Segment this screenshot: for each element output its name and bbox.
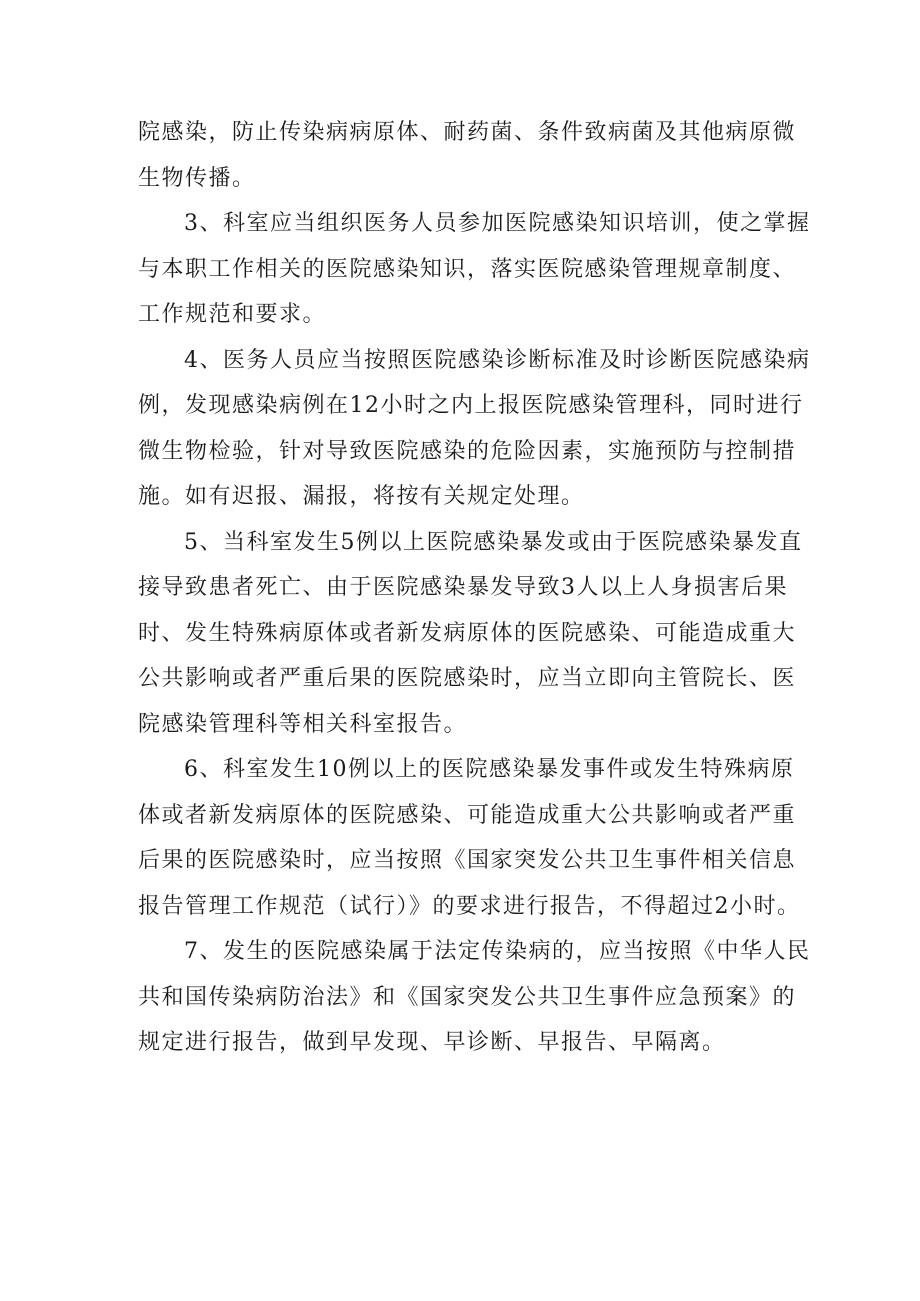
text-line: 接导致患者死亡、由于医院感染暴发导致3人以上人身损害后果 bbox=[138, 575, 788, 600]
text-line: 共和国传染病防治法》和《国家突发公共卫生事件应急预案》的 bbox=[138, 984, 797, 1010]
text-line: 3、科室应当组织医务人员参加医院感染知识培训，使之掌握 bbox=[184, 211, 811, 236]
text-line: 报告管理工作规范（试行）》的要求进行报告，不得超过2小时。 bbox=[138, 893, 801, 919]
text-line: 后果的医院感染时，应当按照《国家突发公共卫生事件相关信息 bbox=[138, 848, 797, 873]
paragraph-item-3 bbox=[138, 201, 811, 338]
text-line: 规定进行报告，做到早发现、早诊断、早报告、早隔离。 bbox=[138, 1030, 726, 1055]
paragraph-item-4 bbox=[138, 338, 811, 520]
text-line: 公共影响或者严重后果的医院感染时，应当立即向主管院长、医 bbox=[138, 666, 797, 691]
text-line: 时、发生特殊病原体或者新发病原体的医院感染、可能造成重大 bbox=[138, 620, 797, 646]
text-line: 6、科室发生10例以上的医院感染暴发事件或发生特殊病原 bbox=[184, 757, 795, 782]
text-line: 微生物检验，针对导致医院感染的危险因素，实施预防与控制措 bbox=[138, 438, 797, 464]
text-line: 5、当科室发生5例以上医院感染暴发或由于医院感染暴发直 bbox=[184, 529, 803, 555]
paragraph-item-6 bbox=[138, 747, 801, 929]
text-line: 院感染管理科等相关科室报告。 bbox=[138, 711, 468, 737]
text-line: 生物传播。 bbox=[138, 165, 256, 191]
paragraph-item-7 bbox=[138, 929, 811, 1066]
text-line: 施。如有迟报、漏报，将按有关规定处理。 bbox=[138, 484, 585, 509]
text-line: 体或者新发病原体的医院感染、可能造成重大公共影响或者严重 bbox=[138, 802, 797, 828]
text-line: 院感染，防止传染病病原体、耐药菌、条件致病菌及其他病原微 bbox=[138, 120, 797, 145]
text-line: 4、医务人员应当按照医院感染诊断标准及时诊断医院感染病 bbox=[184, 347, 811, 373]
text-line: 7、发生的医院感染属于法定传染病的，应当按照《中华人民 bbox=[184, 939, 811, 964]
paragraph-continuation bbox=[138, 110, 798, 201]
text-line: 工作规范和要求。 bbox=[138, 302, 327, 327]
text-line: 例，发现感染病例在12小时之内上报医院感染管理科，同时进行 bbox=[138, 393, 804, 418]
paragraph-item-5 bbox=[138, 520, 803, 748]
text-line: 与本职工作相关的医院感染知识，落实医院感染管理规章制度、 bbox=[138, 256, 797, 282]
document-body bbox=[138, 110, 811, 1066]
